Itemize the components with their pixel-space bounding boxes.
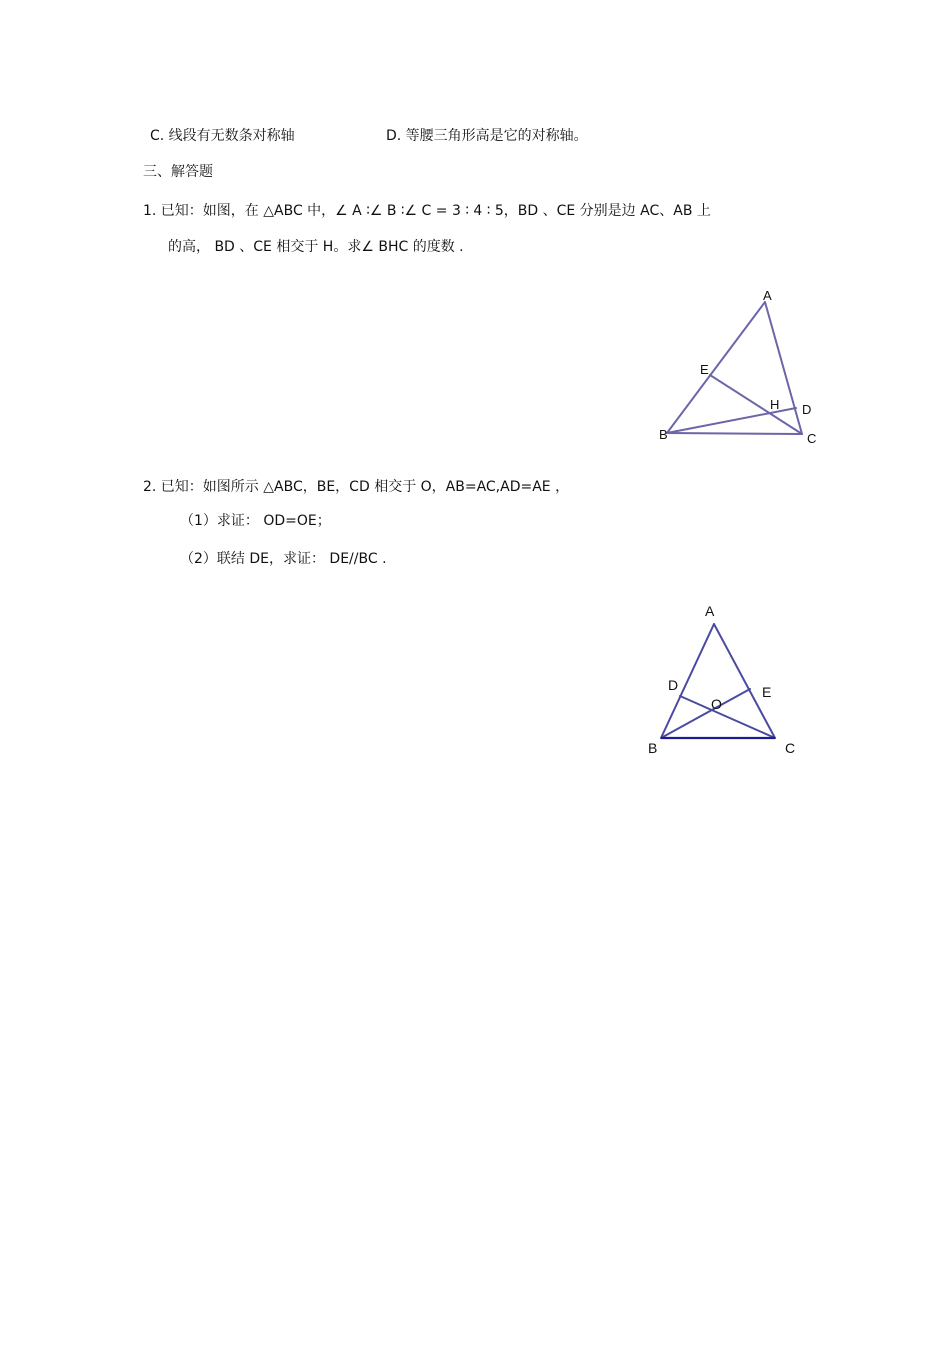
problem2-part2: （2）联结 DE，求证： DE//BC . bbox=[180, 551, 387, 567]
label-C: C bbox=[785, 740, 796, 756]
label-B: B bbox=[659, 427, 668, 442]
label-D: D bbox=[802, 402, 812, 417]
problem1-statement-line1: 1. 已知：如图，在 △ABC 中，∠ A ∶∠ B ∶∠ C = 3 ∶ 4 ∶ 5，BD 、CE 分别是边 AC、AB 上 bbox=[143, 203, 711, 219]
label-B: B bbox=[648, 740, 658, 756]
problem2-part1: （1）求证： OD=OE； bbox=[180, 513, 331, 529]
label-H: H bbox=[770, 397, 780, 412]
option-c: C. 线段有无数条对称轴 bbox=[150, 128, 295, 144]
segment-AC bbox=[714, 624, 775, 738]
segment-AB bbox=[667, 302, 765, 433]
problem2-figure bbox=[630, 595, 820, 765]
label-A: A bbox=[763, 288, 772, 303]
label-E: E bbox=[700, 362, 709, 377]
segment-BC bbox=[667, 433, 802, 434]
label-A: A bbox=[705, 603, 715, 619]
label-D: D bbox=[668, 677, 679, 693]
option-d: D. 等腰三角形高是它的对称轴。 bbox=[386, 128, 588, 144]
label-O: O bbox=[711, 696, 722, 712]
segment-BE bbox=[661, 689, 750, 738]
problem2-statement-line1: 2. 已知：如图所示 △ABC，BE，CD 相交于 O，AB=AC,AD=AE ， bbox=[143, 479, 570, 495]
label-C: C bbox=[807, 431, 817, 446]
problem1-figure bbox=[640, 280, 840, 460]
problem1-statement-line2: 的高， BD 、CE 相交于 H。求∠ BHC 的度数 . bbox=[168, 239, 464, 255]
section-title: 三、解答题 bbox=[143, 164, 213, 180]
label-E: E bbox=[762, 684, 772, 700]
problem1-triangle-lines bbox=[667, 302, 802, 434]
